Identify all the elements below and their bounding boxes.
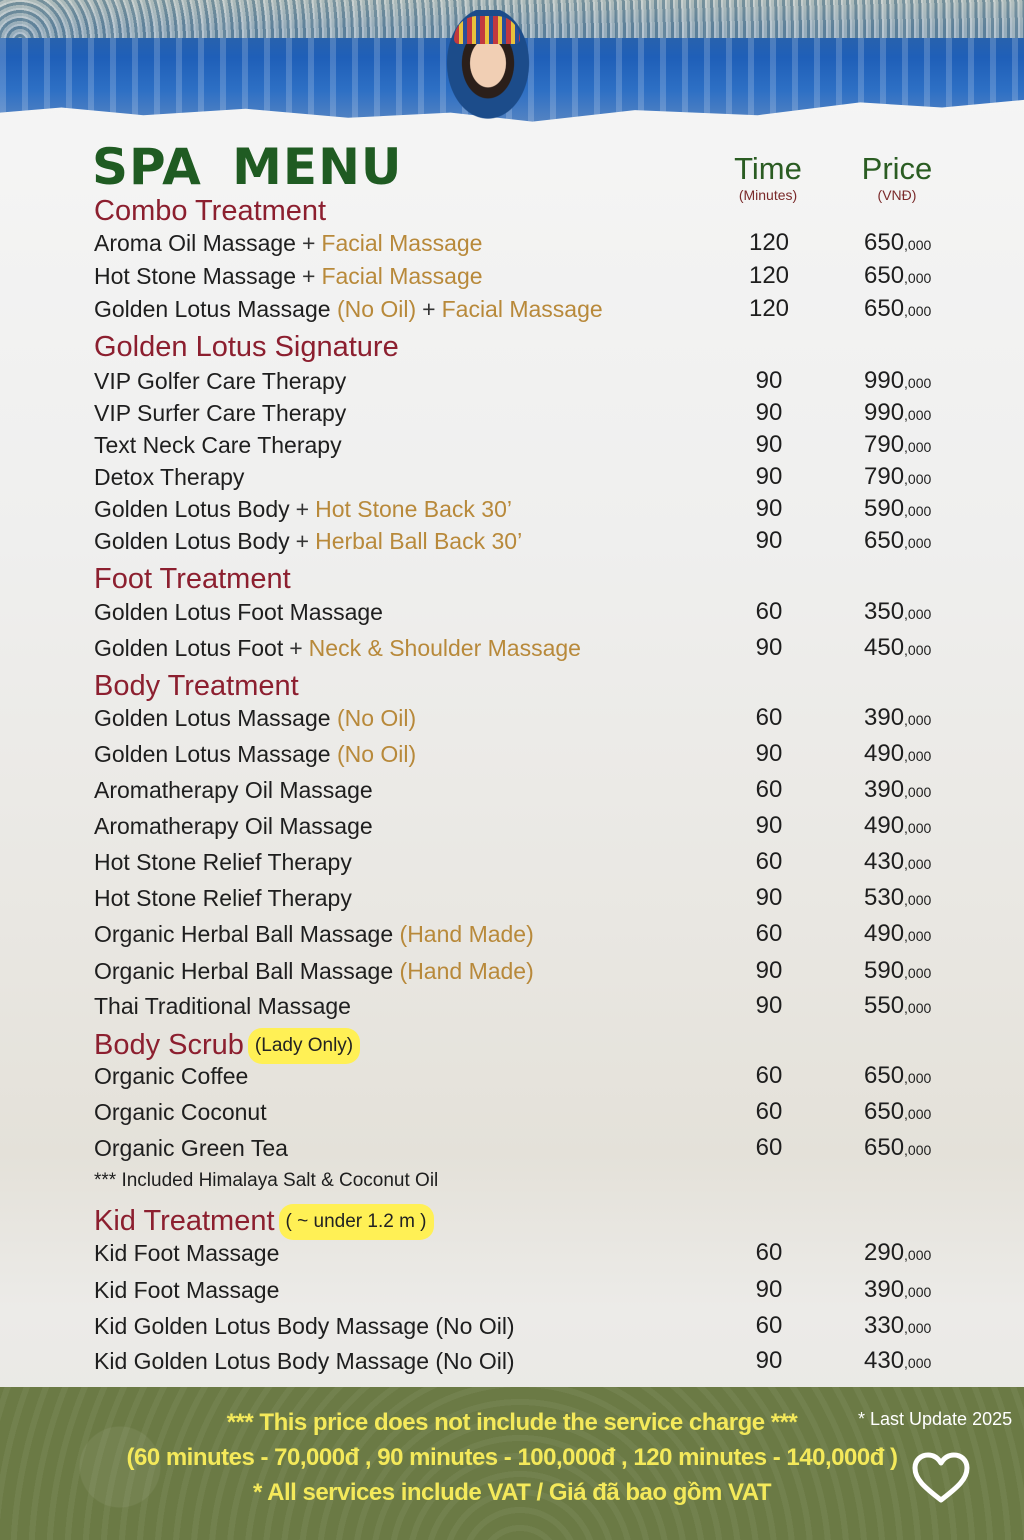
treatment-price	[864, 1275, 931, 1307]
treatment-price	[864, 526, 931, 558]
hmong-woman-image	[440, 10, 536, 128]
price-value: 650	[864, 1098, 905, 1125]
treatment-name	[94, 1133, 288, 1163]
price-thousands: ,000	[904, 748, 932, 764]
treatment-price	[864, 1346, 931, 1378]
price-value: 390	[864, 704, 905, 731]
menu-row	[94, 526, 944, 556]
treatment-price	[864, 430, 931, 462]
menu-row	[94, 430, 944, 460]
price-value: 990	[864, 367, 905, 394]
treatment-addon: Herbal Ball Back 30’	[315, 528, 523, 554]
price-value: 330	[864, 1312, 905, 1339]
treatment-label: Kid Foot Massage	[94, 1240, 280, 1266]
treatment-addon: Facial Massage	[441, 296, 603, 322]
price-thousands: ,000	[904, 784, 932, 800]
treatment-price	[864, 261, 931, 293]
treatment-label: Detox Therapy	[94, 464, 245, 490]
plus-icon: +	[295, 528, 310, 554]
plus-icon: +	[302, 263, 316, 289]
treatment-label: VIP Golfer Care Therapy	[94, 368, 347, 394]
menu-row	[94, 1061, 944, 1091]
treatment-price	[864, 1133, 931, 1165]
menu-row	[94, 739, 944, 769]
treatment-name	[94, 366, 346, 396]
price-value: 590	[864, 495, 905, 522]
price-value: 650	[864, 229, 905, 256]
time-column-header: Time (Minutes)	[734, 151, 802, 203]
treatment-name	[94, 1061, 248, 1091]
menu-row	[94, 494, 944, 524]
treatment-time: 90	[755, 957, 783, 984]
treatment-price	[864, 1238, 931, 1270]
price-thousands: ,000	[904, 712, 932, 728]
treatment-note: (No Oil)	[336, 705, 417, 731]
menu-row	[94, 261, 944, 291]
menu-row	[94, 991, 944, 1021]
treatment-label: Organic Coffee	[94, 1063, 249, 1089]
treatment-time: 90	[755, 1347, 783, 1374]
price-value: 650	[864, 1134, 905, 1161]
treatment-time: 120	[748, 229, 790, 256]
treatment-addon: Neck & Shoulder Massage	[308, 635, 581, 661]
treatment-time: 60	[755, 1312, 783, 1339]
treatment-name	[94, 494, 512, 524]
treatment-label: Golden Lotus Massage	[94, 741, 331, 767]
treatment-price	[864, 811, 931, 843]
menu-row	[94, 366, 944, 396]
menu-row	[94, 228, 944, 258]
price-value: 650	[864, 295, 905, 322]
price-thousands: ,000	[904, 892, 932, 908]
plus-icon: +	[422, 296, 436, 322]
treatment-price	[864, 494, 931, 526]
treatment-time: 60	[755, 598, 783, 625]
price-thousands: ,000	[904, 471, 932, 487]
treatment-label: Golden Lotus Foot	[94, 635, 284, 661]
price-thousands: ,000	[904, 503, 932, 519]
treatment-label: Aromatherapy Oil Massage	[94, 813, 373, 839]
treatment-name	[94, 633, 581, 663]
treatment-note: (No Oil)	[336, 296, 417, 322]
treatment-price	[864, 294, 931, 326]
price-value: 290	[864, 1239, 905, 1266]
treatment-time: 90	[755, 634, 783, 661]
treatment-label: Golden Lotus Body	[94, 496, 290, 522]
price-thousands: ,000	[904, 439, 932, 455]
treatment-label: Golden Lotus Body	[94, 528, 290, 554]
treatment-price	[864, 919, 931, 951]
section-badge: ( ~ under 1.2 m )	[279, 1204, 434, 1240]
section-heading	[94, 563, 291, 595]
menu-row	[94, 847, 944, 877]
price-thousands: ,000	[904, 1000, 932, 1016]
last-update: * Last Update 2025	[858, 1409, 1013, 1429]
price-thousands: ,000	[904, 270, 932, 286]
price-value: 530	[864, 884, 905, 911]
price-thousands: ,000	[904, 856, 932, 872]
treatment-name	[94, 847, 352, 877]
treatment-time: 60	[755, 1098, 783, 1125]
treatment-name	[94, 811, 373, 841]
menu-row	[94, 811, 944, 841]
service-charge-note: *** This price does not include the service charge ***	[226, 1409, 798, 1436]
treatment-price	[864, 1311, 931, 1343]
treatment-time: 90	[755, 884, 783, 911]
treatment-label: Kid Golden Lotus Body Massage (No Oil)	[94, 1348, 515, 1374]
treatment-name	[94, 775, 373, 805]
menu-row	[94, 398, 944, 428]
treatment-time: 90	[755, 812, 783, 839]
section-badge: (Lady Only)	[248, 1028, 360, 1064]
price-value: 430	[864, 1347, 905, 1374]
treatment-label: Golden Lotus Massage	[94, 296, 331, 322]
treatment-price	[864, 703, 931, 735]
price-value: 390	[864, 776, 905, 803]
treatment-time: 60	[755, 920, 783, 947]
menu-row	[94, 1238, 944, 1268]
treatment-price	[864, 366, 931, 398]
price-column-header: Price (VNĐ)	[861, 151, 933, 203]
treatment-name	[94, 739, 416, 769]
treatment-name	[94, 703, 416, 733]
plus-icon: +	[289, 635, 303, 661]
treatment-time: 60	[755, 1239, 783, 1266]
treatment-price	[864, 883, 931, 915]
treatment-time: 120	[748, 295, 790, 322]
treatment-price	[864, 991, 931, 1023]
price-thousands: ,000	[904, 237, 932, 253]
treatment-label: Golden Lotus Foot Massage	[94, 599, 383, 625]
treatment-time: 90	[755, 1276, 783, 1303]
section-heading	[94, 670, 299, 702]
treatment-name	[94, 526, 522, 556]
price-value: 430	[864, 848, 905, 875]
menu-row	[94, 1311, 944, 1341]
price-thousands: ,000	[904, 820, 932, 836]
price-thousands: ,000	[904, 1106, 932, 1122]
treatment-price	[864, 956, 931, 988]
treatment-addon: Facial Massage	[321, 230, 483, 256]
treatment-label: Hot Stone Relief Therapy	[94, 849, 352, 875]
section-heading	[94, 331, 399, 363]
plus-icon: +	[301, 230, 316, 256]
treatment-time: 60	[755, 848, 783, 875]
treatment-time: 60	[755, 1134, 783, 1161]
menu-row	[94, 462, 944, 492]
treatment-note: (Hand Made)	[399, 921, 534, 947]
treatment-time: 60	[755, 704, 783, 731]
menu-row	[94, 1097, 944, 1127]
treatment-time: 120	[748, 262, 790, 289]
treatment-label: Organic Herbal Ball Massage	[94, 958, 394, 984]
treatment-label: Text Neck Care Therapy	[94, 432, 342, 458]
treatment-time: 90	[755, 740, 783, 767]
treatment-addon: Facial Massage	[321, 263, 483, 289]
treatment-name	[94, 398, 346, 428]
section-heading	[94, 1204, 434, 1240]
treatment-price	[864, 228, 931, 260]
menu-row	[94, 956, 944, 986]
treatment-time: 90	[755, 495, 783, 522]
price-thousands: ,000	[904, 1320, 932, 1336]
vat-note: * All services include VAT / Giá đã bao gồm VAT	[253, 1479, 771, 1506]
treatment-time: 90	[755, 399, 783, 426]
menu-row	[94, 703, 944, 733]
price-thousands: ,000	[904, 1284, 932, 1300]
price-value: 650	[864, 527, 905, 554]
price-value: 490	[864, 920, 905, 947]
treatment-time: 90	[755, 431, 783, 458]
price-thousands: ,000	[904, 1142, 932, 1158]
service-charge-rates: (60 minutes - 70,000đ , 90 minutes - 100,000đ , 120 minutes - 140,000đ )	[126, 1444, 898, 1471]
treatment-label: VIP Surfer Care Therapy	[94, 400, 347, 426]
treatment-label: Hot Stone Relief Therapy	[94, 885, 352, 911]
treatment-name	[94, 956, 534, 986]
price-value: 390	[864, 1276, 905, 1303]
section-title: Combo Treatment	[94, 195, 327, 227]
treatment-name	[94, 1346, 515, 1376]
treatment-label: Aroma Oil Massage	[94, 230, 296, 256]
treatment-name	[94, 1311, 515, 1341]
price-thousands: ,000	[904, 1355, 932, 1371]
treatment-time: 90	[755, 992, 783, 1019]
treatment-label: Kid Foot Massage	[94, 1277, 280, 1303]
treatment-note: (Hand Made)	[399, 958, 534, 984]
treatment-label: Kid Golden Lotus Body Massage (No Oil)	[94, 1313, 515, 1339]
price-thousands: ,000	[904, 407, 932, 423]
section-title: Kid Treatment	[94, 1205, 275, 1237]
section-title: Body Scrub	[94, 1029, 244, 1061]
price-value: 350	[864, 598, 905, 625]
section-title: Golden Lotus Signature	[94, 331, 399, 363]
treatment-label: Golden Lotus Massage	[94, 705, 331, 731]
section-heading	[94, 1028, 360, 1064]
treatment-label: Hot Stone Massage	[94, 263, 297, 289]
price-value: 450	[864, 634, 905, 661]
price-value: 590	[864, 957, 905, 984]
menu-row	[94, 633, 944, 663]
heart-outline-icon[interactable]	[912, 1452, 970, 1504]
price-value: 650	[864, 1062, 905, 1089]
scrub-note: *** Included Himalaya Salt & Coconut Oil	[94, 1170, 439, 1191]
price-thousands: ,000	[904, 375, 932, 391]
price-thousands: ,000	[904, 535, 932, 551]
treatment-name	[94, 1097, 267, 1127]
treatment-time: 60	[755, 1062, 783, 1089]
menu-row	[94, 1275, 944, 1305]
treatment-price	[864, 462, 931, 494]
treatment-name	[94, 883, 352, 913]
treatment-label: Organic Green Tea	[94, 1135, 288, 1161]
menu-row	[94, 919, 944, 949]
treatment-name	[94, 1238, 279, 1268]
treatment-price	[864, 633, 931, 665]
section-title: Foot Treatment	[94, 563, 291, 595]
treatment-name	[94, 430, 342, 460]
treatment-name	[94, 294, 603, 324]
treatment-label: Organic Herbal Ball Massage	[94, 921, 394, 947]
price-thousands: ,000	[904, 1247, 932, 1263]
treatment-price	[864, 739, 931, 771]
treatment-time: 90	[755, 367, 783, 394]
price-value: 550	[864, 992, 905, 1019]
price-thousands: ,000	[904, 303, 932, 319]
treatment-name	[94, 597, 383, 627]
treatment-label: Aromatherapy Oil Massage	[94, 777, 373, 803]
treatment-label: Thai Traditional Massage	[94, 993, 351, 1019]
treatment-label: Organic Coconut	[94, 1099, 267, 1125]
price-thousands: ,000	[904, 1070, 932, 1086]
price-value: 490	[864, 740, 905, 767]
plus-icon: +	[295, 496, 310, 522]
treatment-name	[94, 991, 351, 1021]
treatment-price	[864, 1061, 931, 1093]
treatment-name	[94, 462, 244, 492]
price-value: 990	[864, 399, 905, 426]
treatment-name	[94, 1275, 279, 1305]
price-value: 790	[864, 463, 905, 490]
price-thousands: ,000	[904, 928, 932, 944]
price-value: 650	[864, 262, 905, 289]
section-title: Body Treatment	[94, 670, 299, 702]
menu-row	[94, 1346, 944, 1376]
treatment-note: (No Oil)	[336, 741, 417, 767]
price-value: 490	[864, 812, 905, 839]
treatment-addon: Hot Stone Back 30’	[315, 496, 512, 522]
menu-row	[94, 294, 944, 324]
treatment-price	[864, 398, 931, 430]
treatment-price	[864, 775, 931, 807]
price-thousands: ,000	[904, 642, 932, 658]
page-title: SPA MENU	[92, 138, 403, 196]
treatment-name	[94, 919, 534, 949]
price-thousands: ,000	[904, 606, 932, 622]
treatment-time: 90	[755, 463, 783, 490]
price-value: 790	[864, 431, 905, 458]
menu-row	[94, 775, 944, 805]
treatment-price	[864, 847, 931, 879]
price-thousands: ,000	[904, 965, 932, 981]
treatment-name	[94, 261, 483, 291]
menu-row	[94, 1133, 944, 1163]
treatment-name	[94, 228, 482, 258]
menu-row	[94, 883, 944, 913]
treatment-price	[864, 597, 931, 629]
section-heading	[94, 195, 326, 227]
treatment-price	[864, 1097, 931, 1129]
treatment-time: 90	[755, 527, 783, 554]
menu-row	[94, 597, 944, 627]
treatment-time: 60	[755, 776, 783, 803]
footer-panel	[0, 1387, 1024, 1540]
